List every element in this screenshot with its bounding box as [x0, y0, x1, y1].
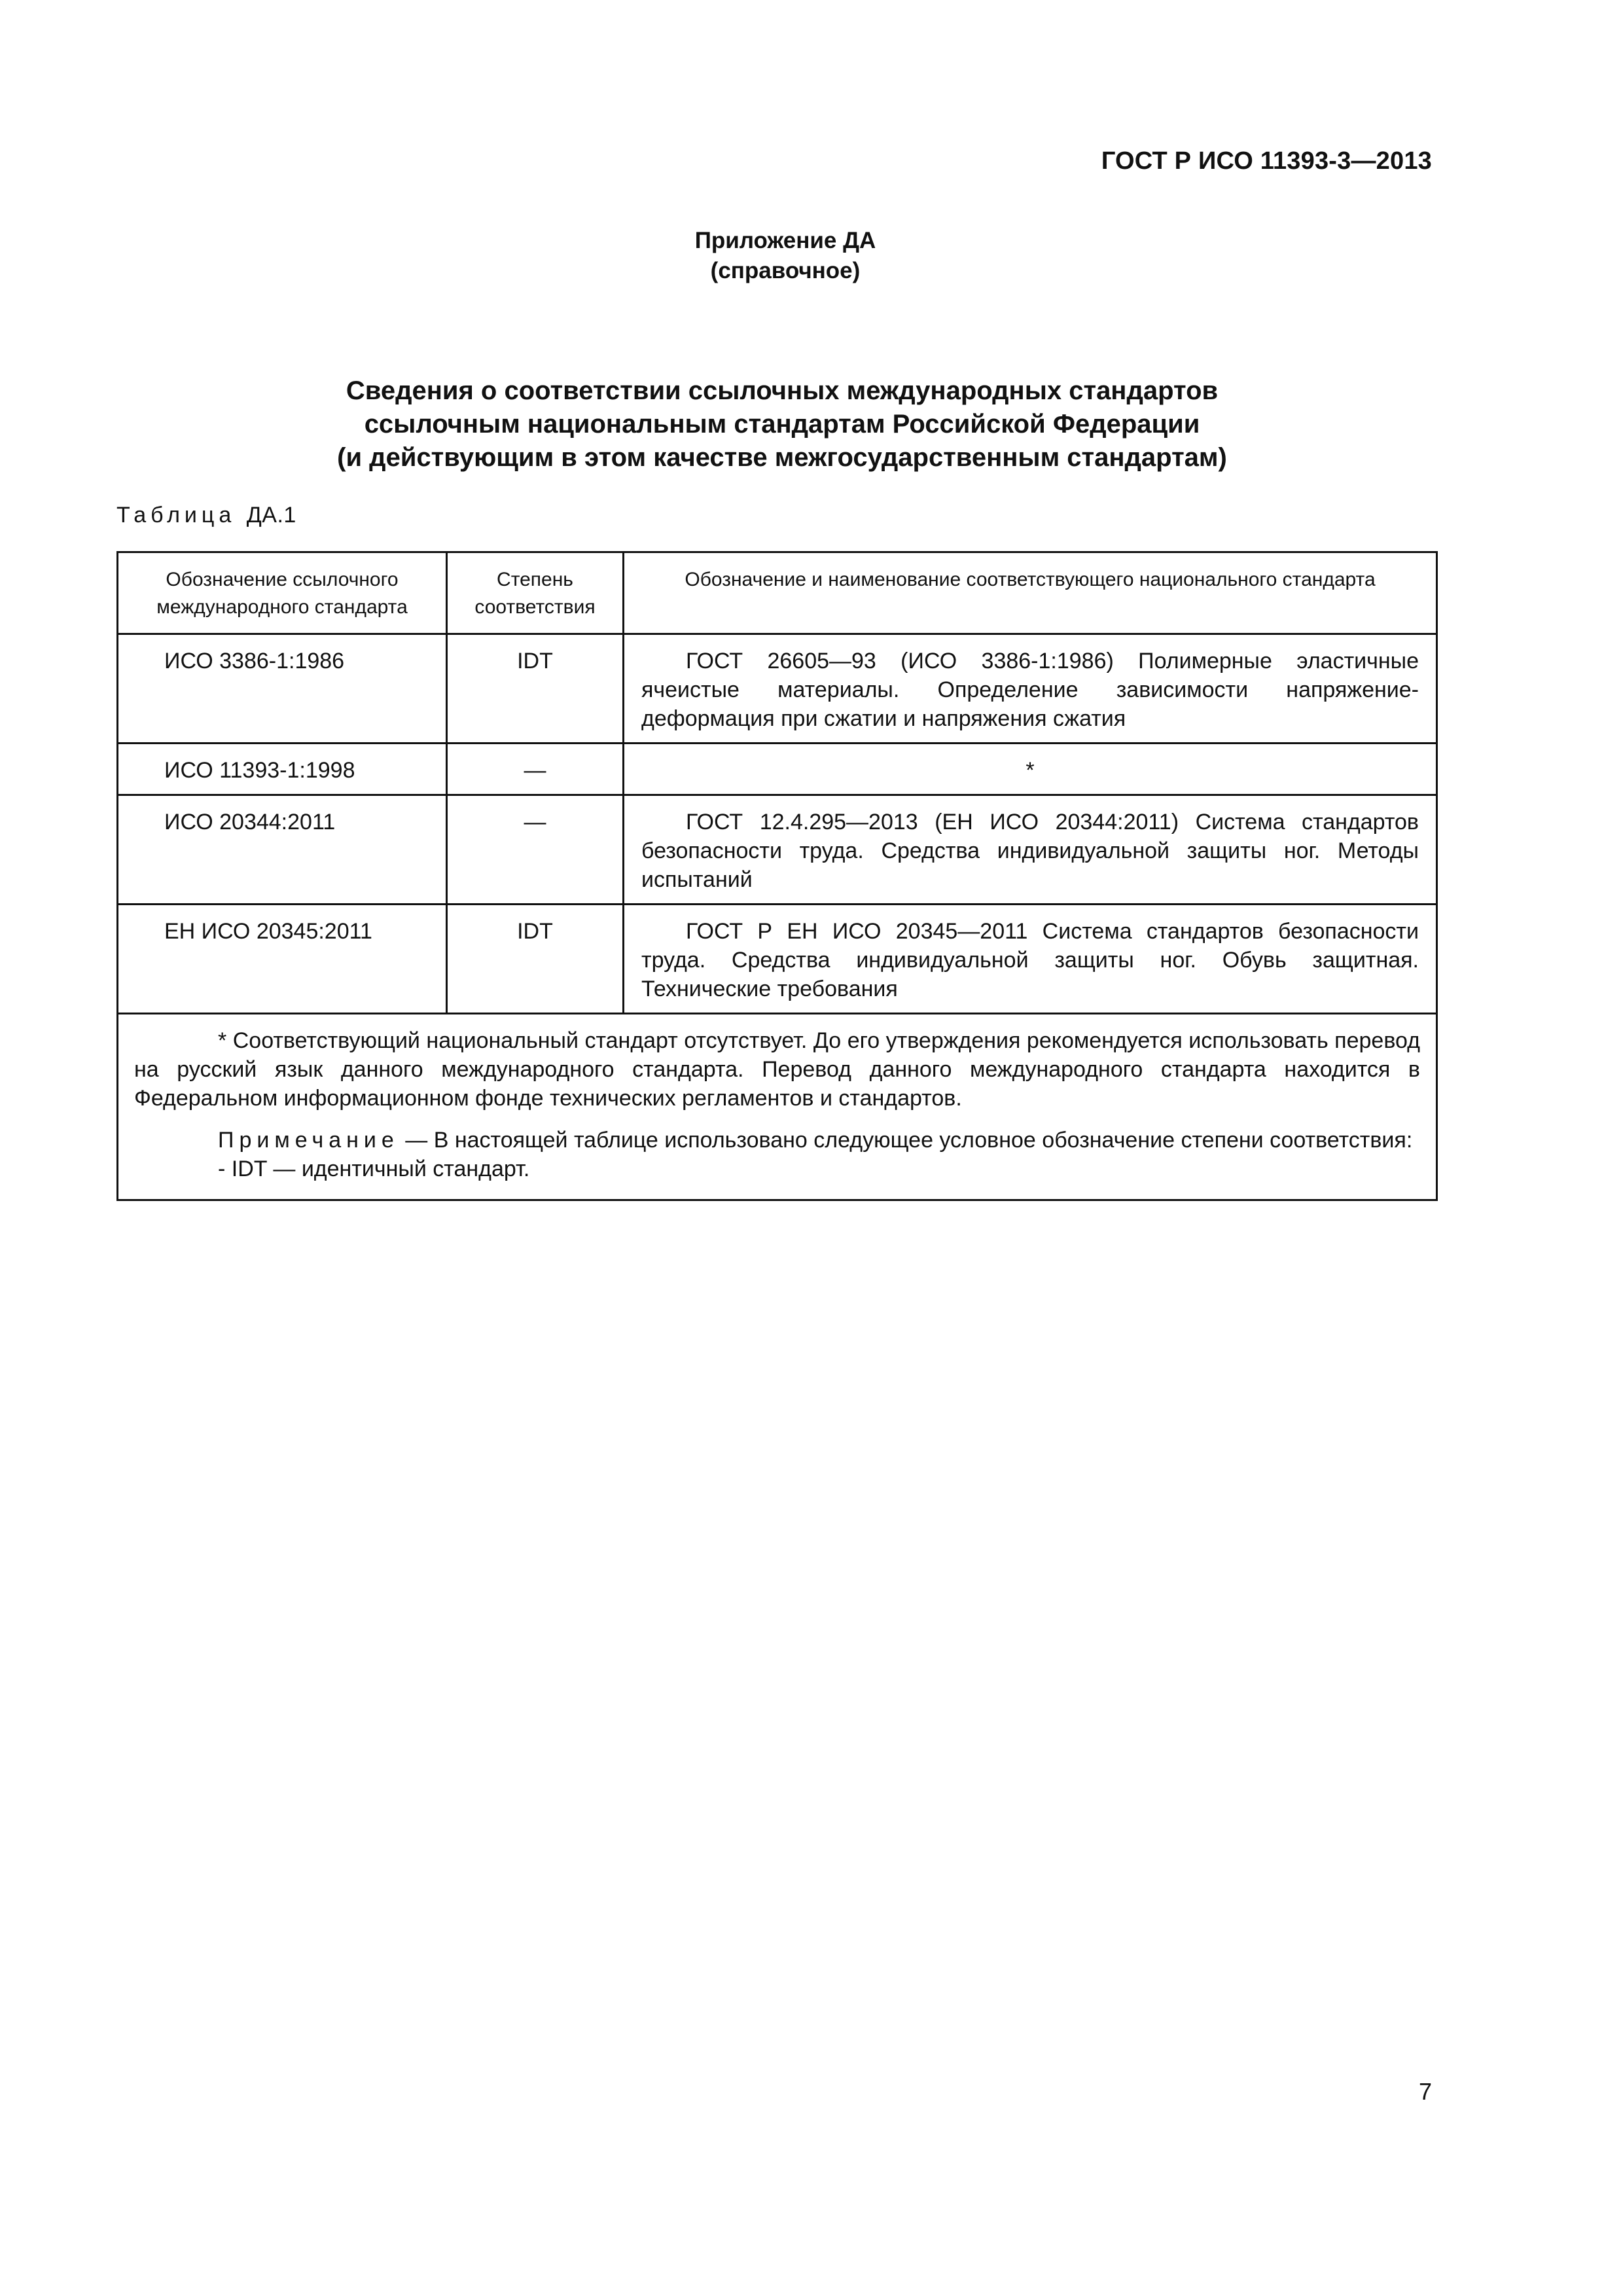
note [134, 1126, 1420, 1155]
section-title-line-2: ссылочным национальным стандартам Российской Федерации [364, 410, 1200, 439]
correspondence-table [116, 551, 1438, 1201]
degree-cell: — [447, 744, 624, 795]
column-header-national: Обозначение и наименование соответствующего национального стандарта [624, 552, 1437, 634]
section-title-line-3: (и действующим в этом качестве межгосударственным стандартам) [337, 443, 1227, 472]
table-footer-row [118, 1014, 1437, 1200]
national-standard-cell: * [624, 744, 1437, 795]
table-row [118, 634, 1437, 744]
international-standard-cell: ЕН ИСО 20345:2011 [118, 905, 447, 1014]
column-header-international: Обозначение ссылочного международного стандарта [118, 552, 447, 634]
degree-cell: IDT [447, 905, 624, 1014]
table-row [118, 795, 1437, 905]
table-caption [116, 503, 296, 528]
table-header-row [118, 552, 1437, 634]
note-item: - IDT — идентичный стандарт. [218, 1157, 530, 1181]
section-title-line-1: Сведения о соответствии ссылочных международных стандартов [346, 376, 1219, 405]
national-standard-cell: ГОСТ 12.4.295—2013 (ЕН ИСО 20344:2011) Система стандартов безопасности труда. Средства индивидуальной защиты ног. Методы испытаний [624, 795, 1437, 905]
international-standard-cell: ИСО 20344:2011 [118, 795, 447, 905]
column-header-degree: Степень соответствия [447, 552, 624, 634]
international-standard-cell: ИСО 3386-1:1986 [118, 634, 447, 744]
degree-cell: IDT [447, 634, 624, 744]
table-row [118, 905, 1437, 1014]
annex-heading [0, 226, 1571, 286]
table-footer-cell [118, 1014, 1437, 1200]
international-standard-cell: ИСО 11393-1:1998 [118, 744, 447, 795]
annex-kind: (справочное) [710, 258, 861, 283]
document-code: ГОСТ Р ИСО 11393-3—2013 [1101, 147, 1432, 175]
table-caption-word: Таблица [116, 503, 236, 528]
section-title [0, 374, 1564, 475]
note-text: — В настоящей таблице использовано следующее условное обозначение степени соответствия: [405, 1128, 1413, 1153]
national-standard-cell: ГОСТ 26605—93 (ИСО 3386-1:1986) Полимерные эластичные ячеистые материалы. Определение зависимости напряжение-деформация при сжатии и напряжения сжатия [624, 634, 1437, 744]
table-row [118, 744, 1437, 795]
table-caption-number: ДА.1 [246, 503, 296, 528]
national-standard-cell: ГОСТ Р ЕН ИСО 20345—2011 Система стандартов безопасности труда. Средства индивидуальной защиты ног. Обувь защитная. Технические требования [624, 905, 1437, 1014]
page-number: 7 [1418, 2078, 1432, 2105]
annex-title: Приложение ДА [694, 228, 876, 253]
footnote: * Соответствующий национальный стандарт отсутствует. До его утверждения рекомендуется использовать перевод на русский язык данного международного стандарта. Перевод данного международного стандарта находится в Федеральном информационном фонде технических регламентов и стандартов. [134, 1028, 1420, 1111]
note-label: Примечание [218, 1128, 399, 1153]
degree-cell: — [447, 795, 624, 905]
